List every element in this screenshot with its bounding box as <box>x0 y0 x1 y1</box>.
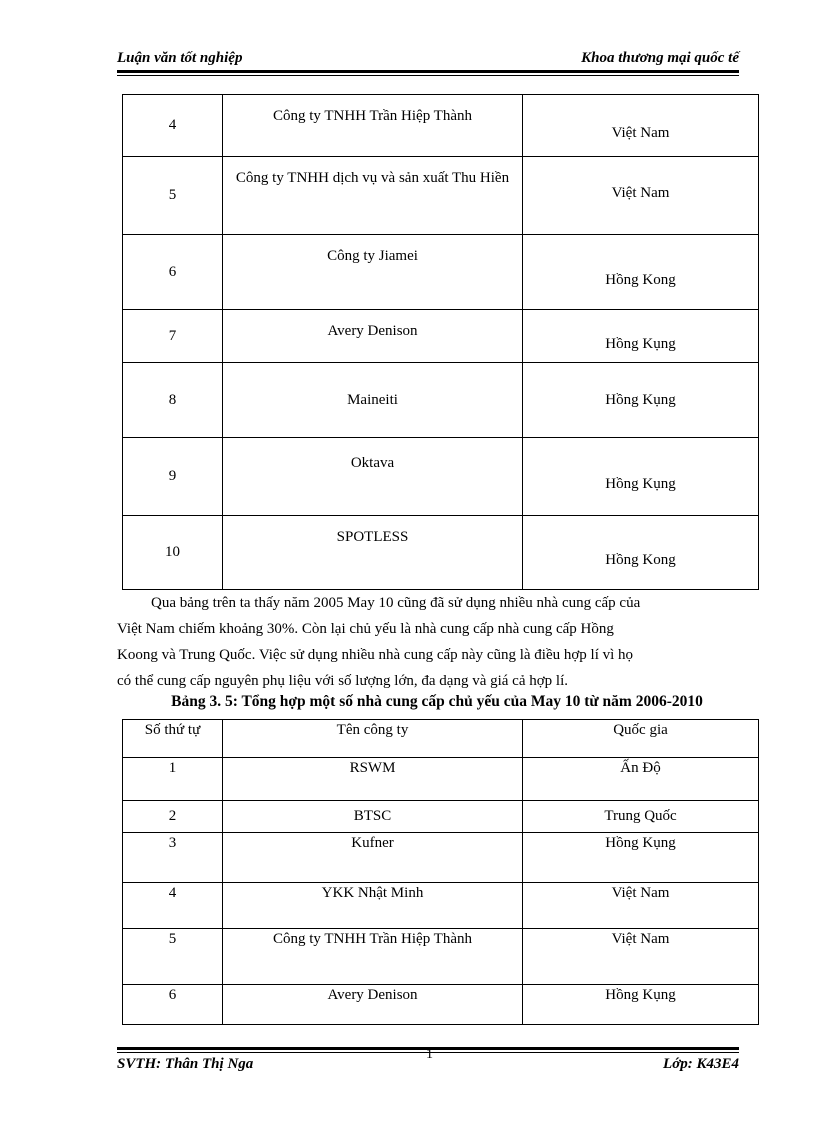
table-row <box>123 310 759 363</box>
body-paragraph <box>117 590 739 694</box>
cell-name: SPOTLESS <box>223 516 523 590</box>
cell-country: Hồng Kong <box>523 516 759 590</box>
cell-no: 8 <box>123 363 223 438</box>
header-cell: Quốc gia <box>523 720 759 758</box>
cell-country: Hồng Kụng <box>523 985 759 1025</box>
paragraph-line: Việt Nam chiếm khoảng 30%. Còn lại chủ yếu là nhà cung cấp nhà cung cấp Hồng <box>117 621 614 637</box>
cell-name: Kufner <box>223 833 523 883</box>
cell-no: 6 <box>123 235 223 310</box>
cell-country: Hồng Kụng <box>523 310 759 363</box>
cell-name: Công ty TNHH dịch vụ và sản xuất Thu Hiền <box>223 157 523 235</box>
cell-country: Hồng Kụng <box>523 363 759 438</box>
cell-name: Công ty Jiamei <box>223 235 523 310</box>
cell-name: Avery Denison <box>223 985 523 1025</box>
cell-no: 10 <box>123 516 223 590</box>
cell-no: 7 <box>123 310 223 363</box>
cell-no: 6 <box>123 985 223 1025</box>
header-cell: Số thứ tự <box>123 720 223 758</box>
cell-name: Avery Denison <box>223 310 523 363</box>
cell-no: 4 <box>123 883 223 929</box>
header-left: Luận văn tốt nghiệp <box>117 50 243 66</box>
cell-country: Việt Nam <box>523 883 759 929</box>
cell-country: Việt Nam <box>523 157 759 235</box>
table-row <box>123 235 759 310</box>
table-row <box>123 363 759 438</box>
table-caption: Bảng 3. 5: Tổng hợp một số nhà cung cấp chủ yếu của May 10 từ năm 2006-2010 <box>171 693 703 710</box>
cell-name: Công ty TNHH Trần Hiệp Thành <box>223 95 523 157</box>
cell-country: Việt Nam <box>523 929 759 985</box>
cell-no: 2 <box>123 801 223 833</box>
cell-no: 9 <box>123 438 223 516</box>
cell-name: Oktava <box>223 438 523 516</box>
page-number: 1 <box>426 1047 433 1062</box>
table-row <box>123 929 759 985</box>
header-right: Khoa thương mại quốc tế <box>581 50 739 66</box>
cell-country: Ấn Độ <box>523 758 759 801</box>
footer-left: SVTH: Thân Thị Nga <box>117 1056 254 1072</box>
header-cell: Tên công ty <box>223 720 523 758</box>
paragraph-line: Qua bảng trên ta thấy năm 2005 May 10 cũng đã sử dụng nhiều nhà cung cấp của <box>151 595 641 611</box>
supplier-table-2005 <box>122 94 759 590</box>
table-header-row <box>123 720 759 758</box>
footer-right: Lớp: K43E4 <box>663 1056 739 1072</box>
table-row <box>123 438 759 516</box>
supplier-table-2006-2010 <box>122 719 759 1025</box>
table-row <box>123 95 759 157</box>
cell-name: Công ty TNHH Trần Hiệp Thành <box>223 929 523 985</box>
table-row <box>123 883 759 929</box>
cell-country: Hồng Kong <box>523 235 759 310</box>
cell-name: RSWM <box>223 758 523 801</box>
cell-name: BTSC <box>223 801 523 833</box>
cell-country: Việt Nam <box>523 95 759 157</box>
table-row <box>123 516 759 590</box>
cell-no: 4 <box>123 95 223 157</box>
cell-country: Hồng Kụng <box>523 438 759 516</box>
table-row <box>123 758 759 801</box>
cell-no: 5 <box>123 157 223 235</box>
cell-country: Trung Quốc <box>523 801 759 833</box>
cell-no: 1 <box>123 758 223 801</box>
table-row <box>123 157 759 235</box>
header-rule-thick <box>117 70 739 73</box>
paragraph-line: có thể cung cấp nguyên phụ liệu với số lượng lớn, đa dạng và giá cả hợp lí. <box>117 673 569 689</box>
cell-no: 5 <box>123 929 223 985</box>
header-rule-thin <box>117 75 739 76</box>
paragraph-line: Koong và Trung Quốc. Việc sử dụng nhiều nhà cung cấp này cũng là điều hợp lí vì họ <box>117 647 634 663</box>
cell-name: YKK Nhật Minh <box>223 883 523 929</box>
table-row <box>123 833 759 883</box>
cell-no: 3 <box>123 833 223 883</box>
cell-country: Hồng Kụng <box>523 833 759 883</box>
table-row <box>123 801 759 833</box>
table-row <box>123 985 759 1025</box>
cell-name: Maineiti <box>223 363 523 438</box>
